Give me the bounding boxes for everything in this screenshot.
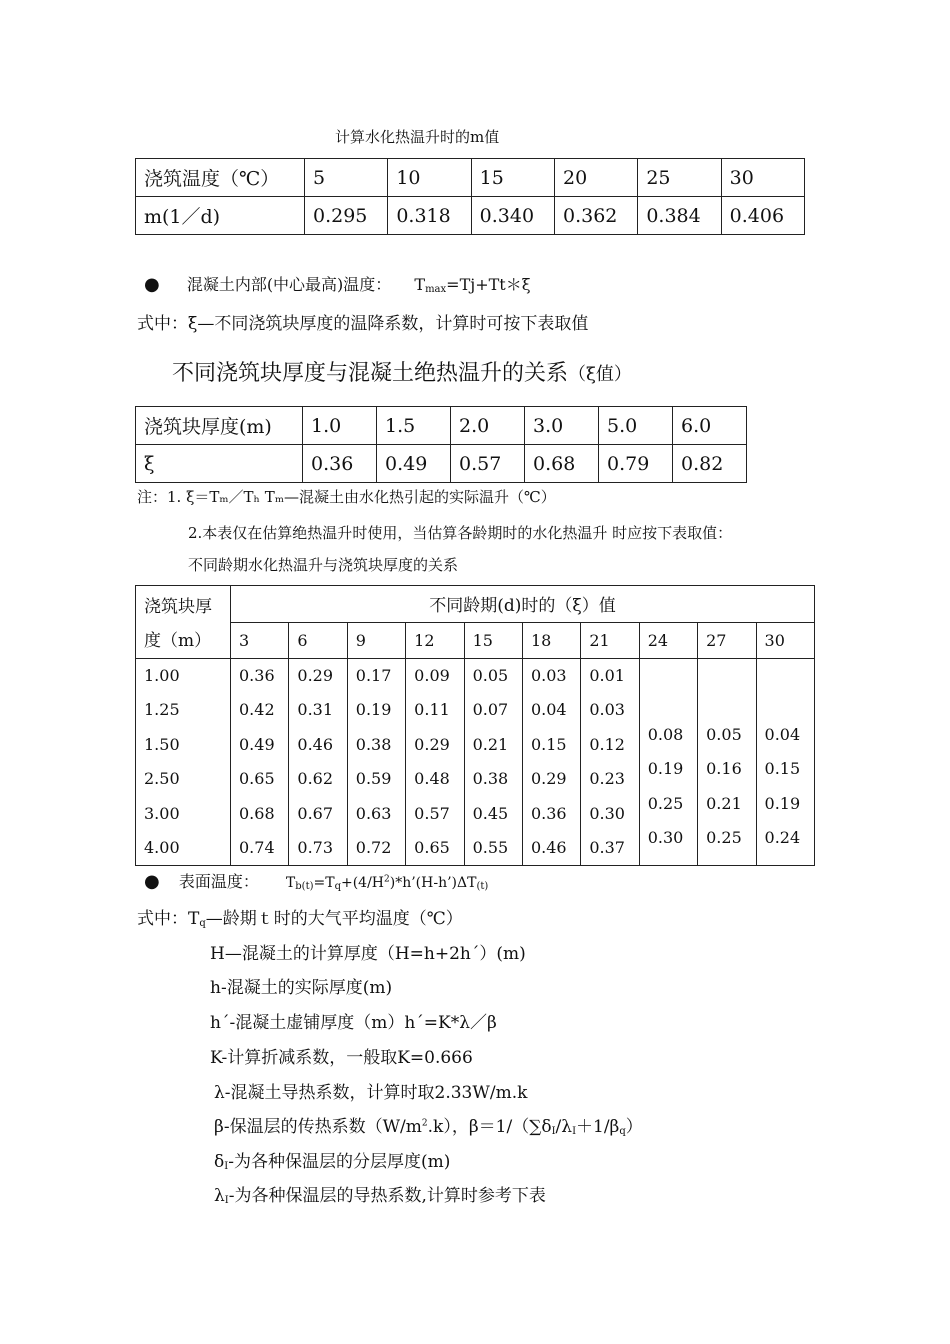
value-column: 0.08 0.19 0.25 0.30 [639,659,697,866]
row-label: 浇筑温度（℃） [136,159,305,197]
header-day: 3 [231,622,289,659]
table-cell: 30 [721,159,804,197]
def-lambda: λ-混凝土导热系数，计算时取2.33W/m.k [214,1083,528,1103]
note-xi: 式中：ξ—不同浇筑块厚度的温降系数，计算时可按下表取值 [137,314,589,334]
value-column: 0.05 0.07 0.21 0.38 0.45 0.55 [464,659,522,866]
table-body-row [136,659,815,866]
value-column: 0.36 0.42 0.49 0.65 0.68 0.74 [231,659,289,866]
table-cell: 3.0 [525,407,599,445]
value-column: 0.03 0.04 0.15 0.29 0.36 0.46 [522,659,580,866]
def-k: K-计算折减系数，一般取K=0.666 [210,1048,473,1068]
header-age-span: 不同龄期(d)时的（ξ）值 [231,586,815,623]
def-beta: β-保温层的传热系数$(W/m^2.k)$，$\beta=1/(\sum\delta_I/\lambda_I+1/\beta_q)$ [214,1117,643,1137]
table-row [136,407,747,445]
header-day: 15 [464,622,522,659]
bullet-icon: ● [144,871,160,892]
table-cell: 0.57 [451,445,525,483]
table1-caption: 计算水化热温升时的m值 [335,128,500,146]
table3-caption: 不同龄期水化热温升与浇筑块厚度的关系 [188,556,459,574]
row-label: m(1／d) [136,197,305,235]
table-cell: 5 [305,159,388,197]
table-cell: 0.362 [554,197,637,235]
header-day: 30 [756,622,814,659]
row-label: ξ [136,445,303,483]
table-cell: 0.36 [303,445,377,483]
table-cell: 0.384 [638,197,721,235]
value-column: 0.09 0.11 0.29 0.48 0.57 0.65 [406,659,464,866]
table-cell: 0.406 [721,197,804,235]
value-column: 0.17 0.19 0.38 0.59 0.63 0.72 [347,659,405,866]
header-day: 9 [347,622,405,659]
table-row [136,159,805,197]
table-cell: 0.79 [599,445,673,483]
table-cell: 0.318 [388,197,471,235]
def-h-prime: hˊ-混凝土虚铺厚度（m）hˊ=K*λ／β [210,1013,497,1033]
table-cell: 15 [471,159,554,197]
value-column: 0.05 0.16 0.21 0.25 [698,659,756,866]
table-cell: 25 [638,159,721,197]
def-tq: 式中：$T_q—$龄期ｔ时的大气平均温度（℃） [137,909,463,929]
thickness-column: 1.00 1.25 1.50 2.50 3.00 4.00 [136,659,231,866]
bullet-label: 表面温度： [178,872,259,891]
value-column: 0.29 0.31 0.46 0.62 0.67 0.73 [289,659,347,866]
header-thickness: 浇筑块厚 度（m） [136,586,231,659]
def-h-actual: h-混凝土的实际厚度(m) [210,978,393,998]
table2-title: 不同浇筑块厚度与混凝土绝热温升的关系（ξ值） [172,361,632,386]
table-cell: 1.0 [303,407,377,445]
row-label: 浇筑块厚度(m) [136,407,303,445]
table-cell: 0.68 [525,445,599,483]
bullet-line-internal-temp [144,272,531,295]
header-day: 24 [639,622,697,659]
value-column: 0.01 0.03 0.12 0.23 0.30 0.37 [581,659,639,866]
xi-value-table [135,406,747,483]
def-h-calc: H—混凝土的计算厚度（H=h+2hˊ）(m) [210,944,526,964]
table-cell: 2.0 [451,407,525,445]
bullet-label: 混凝土内部(中心最高)温度： [186,275,392,294]
table-row [136,197,805,235]
formula: $T_{b(t)}=T_q+(4/H^2)*h’(H-h’)\Delta T_{(t)}$ [285,874,489,892]
table-header-row [136,622,815,659]
header-day: 21 [581,622,639,659]
table-cell: 0.340 [471,197,554,235]
note-1: 注：1. ξ＝Tₘ／Tₕ Tₘ—混凝土由水化热引起的实际温升（℃） [137,488,556,506]
m-value-table [135,158,805,235]
bullet-line-surface-temp [144,869,488,892]
header-day: 27 [698,622,756,659]
table-cell: 6.0 [673,407,747,445]
table-cell: 20 [554,159,637,197]
value-column: 0.04 0.15 0.19 0.24 [756,659,814,866]
table-cell: 0.49 [377,445,451,483]
bullet-icon: ● [144,274,160,295]
age-xi-table [135,585,815,866]
formula: $T_{max}=Tj+Tt*\xi$ [414,275,531,295]
header-day: 18 [522,622,580,659]
table-cell: 1.5 [377,407,451,445]
table-cell: 0.82 [673,445,747,483]
header-day: 6 [289,622,347,659]
note-2: 2.本表仅在估算绝热温升时使用，当估算各龄期时的水化热温升 时应按下表取值： [188,524,733,542]
header-day: 12 [406,622,464,659]
table-header-row [136,586,815,623]
def-delta: $\delta_I-$为各种保温层的分层厚度(m) [214,1152,451,1172]
def-lambda-i: $\lambda_I-$为各种保温层的导热系数,计算时参考下表 [214,1186,546,1206]
table-row [136,445,747,483]
table-cell: 0.295 [305,197,388,235]
table-cell: 10 [388,159,471,197]
table-cell: 5.0 [599,407,673,445]
